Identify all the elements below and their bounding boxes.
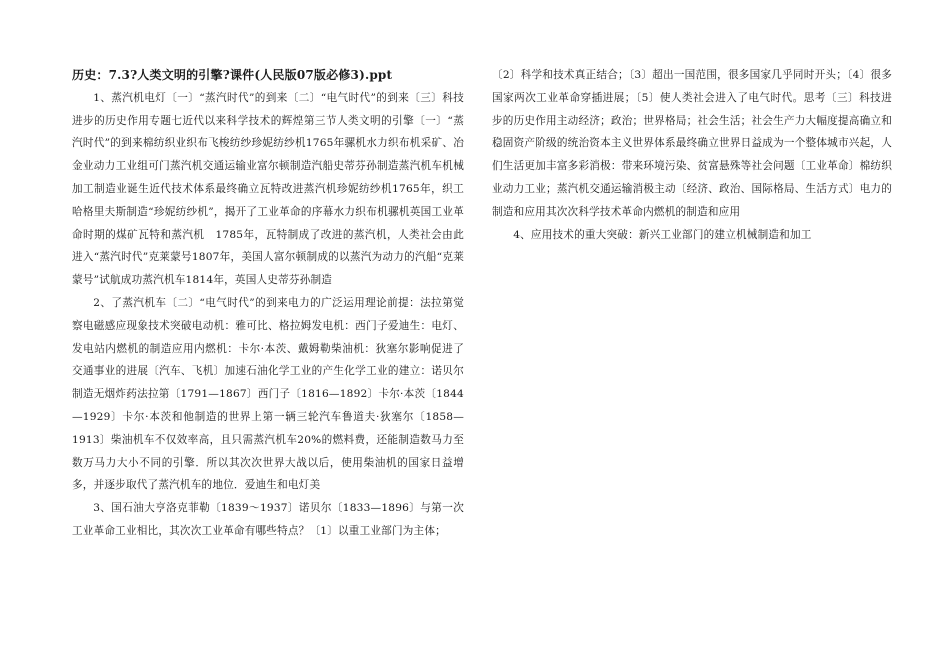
paragraph-3-continued: 〔2〕科学和技术真正结合；〔3〕超出一国范围，很多国家几乎同时开头；〔4〕很多国家两次工业革命穿插进展；〔5〕使人类社会进入了电气时代。思考〔三〕科技进步的历史作用主动经济；政治；世界格局；社会生活；社会生产力大幅度提高确立和稳固资产阶级的统治资本主义世界体系最终确立世界日益成为一个整体城市兴起，人们生活更加丰富多彩消极：带来环境污染、贫富悬殊等社会问题〔工业革命〕棉纺织业动力工业；蒸汽机交通运输消极主动〔经济、政治、国际格局、生活方式〕电力的制造和应用其次次科学技术革命内燃机的制造和应用: [492, 69, 892, 218]
paragraph-2: 2、了蒸汽机车〔二〕“电气时代”的到来电力的广泛运用理论前提：法拉第觉察电磁感应现象技术突破电动机：雅可比、格拉姆发电机：西门子爱迪生：电灯、发电站内燃机的制造应用内燃机：卡尔·本茨、戴姆勒柴油机：狄塞尔影响促进了交通事业的进展〔汽车、飞机〕加速石油化学工业的产生化学工业的建立：诺贝尔制造无烟炸药法拉第〔1791—1867〕西门子〔1816—1892〕卡尔·本茨〔1844—1929〕卡尔·本茨和他制造的世界上第一辆三轮汽车鲁道夫·狄塞尔〔1858—1913〕柴油机车不仅效率高，且只需蒸汽机车20%的燃料费，还能制造数马力至数万马力大小不同的引擎．所以其次次世界大战以后，使用柴油机的国家日益增多，并逐步取代了蒸汽机车的地位．爱迪生和电灯美: [72, 296, 464, 492]
right-column: [492, 64, 892, 246]
paragraph-3: 3、国石油大亨洛克菲勒〔1839～1937〕诺贝尔〔1833—1896〕与第一次工业革命工业相比，其次次工业革命有哪些特点？〔1〕以重工业部门为主体；: [72, 502, 464, 537]
left-column: [72, 64, 464, 543]
paragraph-1: 1、蒸汽机电灯〔一〕“蒸汽时代”的到来〔二〕“电气时代”的到来〔三〕科技进步的历史作用专题七近代以来科学技术的辉煌第三节人类文明的引擎〔一〕“蒸汽时代”的到来棉纺织业织布飞梭纺纱珍妮纺纱机1765年骡机水力织布机采矿、冶金业动力工业组可门蒸汽机交通运输业富尔顿制造汽船史蒂芬孙制造蒸汽机车机械加工制造业诞生近代技术体系最终确立瓦特改进蒸汽机珍妮纺纱机1765年，织工哈格里夫斯制造“珍妮纺纱机”，揭开了工业革命的序幕水力织布机骡机英国工业革命时期的煤矿瓦特和蒸汽机 1785年，瓦特制成了改进的蒸汽机，人类社会由此进入“蒸汽时代”克莱蒙号1807年，美国人富尔顿制成的以蒸汽为动力的汽船“克莱蒙号”试航成功蒸汽机车1814年，英国人史蒂芬孙制造: [72, 91, 464, 287]
document-title: 历史：7.3?人类文明的引擎?课件(人民版07版必修3).ppt: [72, 68, 393, 82]
paragraph-4: 4、应用技术的重大突破：新兴工业部门的建立机械制造和加工: [513, 228, 812, 241]
